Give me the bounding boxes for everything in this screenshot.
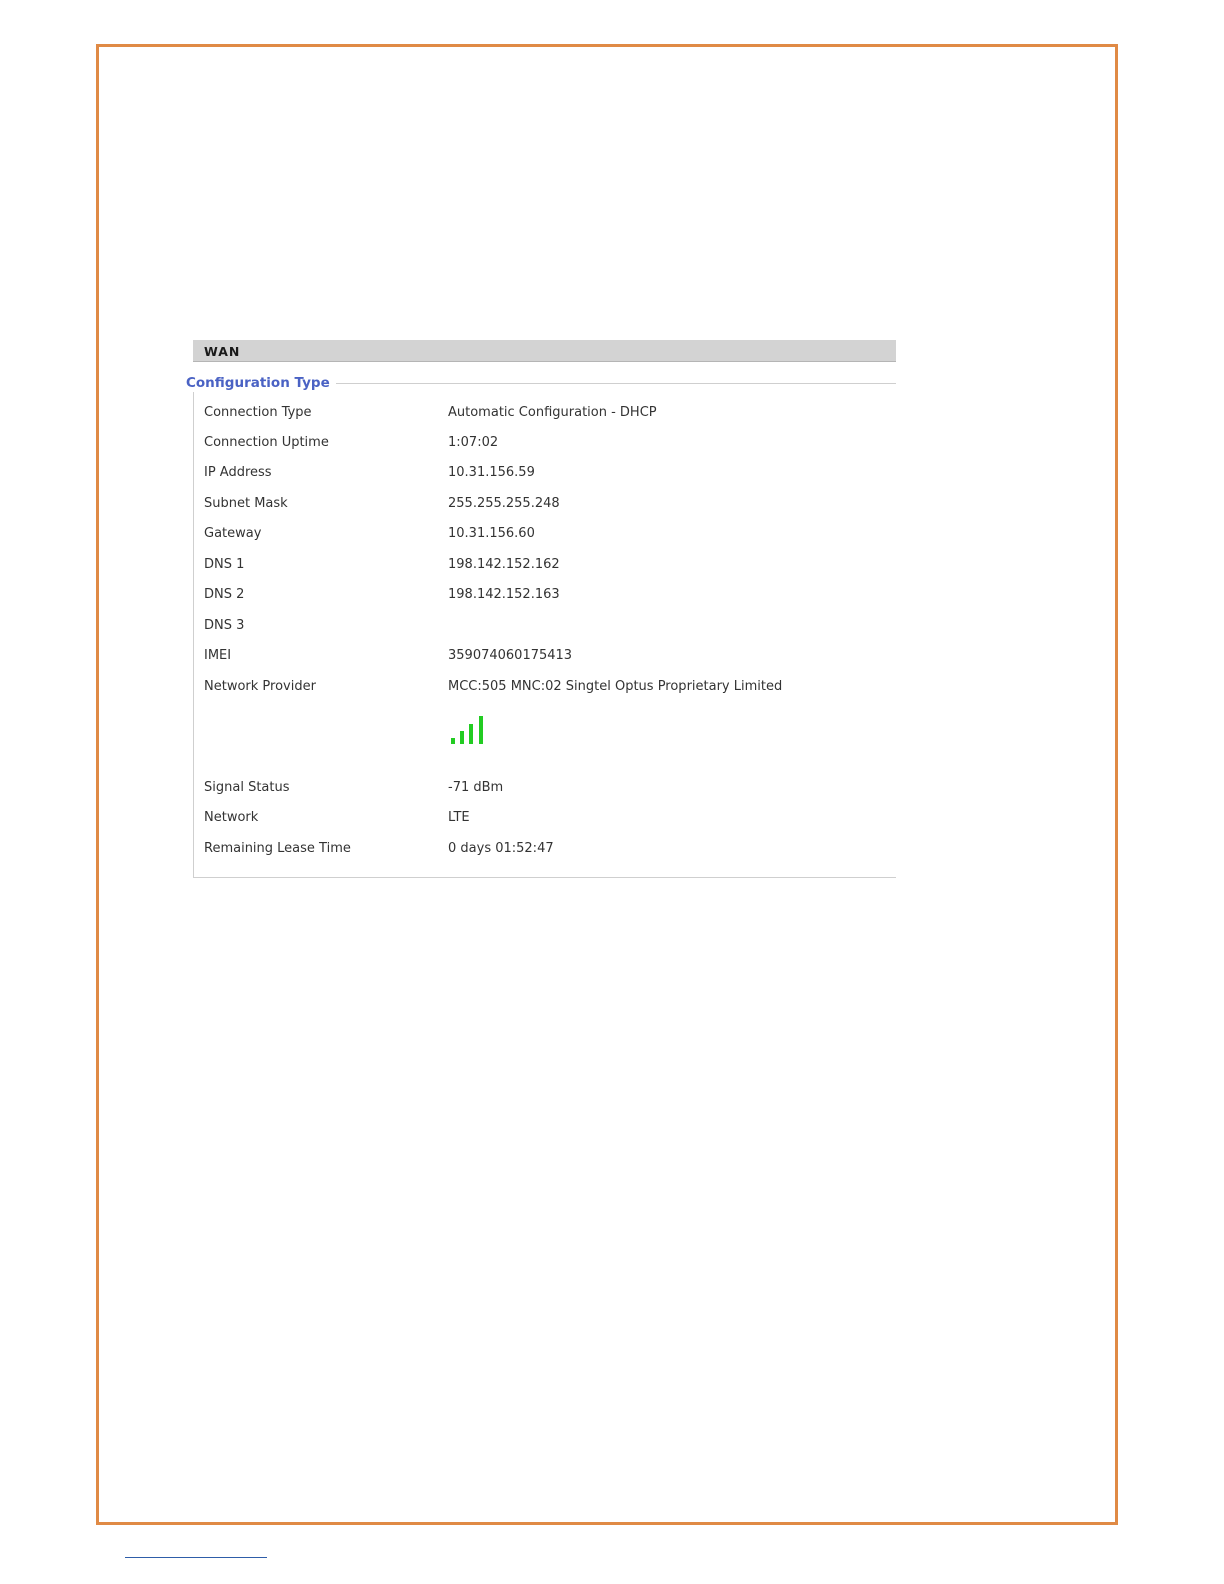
row-value: 359074060175413	[448, 648, 573, 663]
row-ip-address	[204, 465, 884, 485]
row-value: -71 dBm	[448, 780, 504, 795]
wan-section-header	[193, 340, 896, 362]
row-gateway	[204, 526, 884, 546]
legend-divider	[336, 383, 896, 384]
row-label: Network	[204, 810, 259, 825]
row-value: MCC:505 MNC:02 Singtel Optus Proprietary Limited	[448, 679, 783, 694]
row-label: Gateway	[204, 526, 262, 541]
row-value: 198.142.152.163	[448, 587, 560, 602]
signal-bar-4	[479, 716, 483, 744]
row-network	[204, 810, 884, 830]
row-connection-uptime	[204, 435, 884, 455]
row-label: Network Provider	[204, 679, 316, 694]
row-signal-status	[204, 780, 884, 800]
row-remaining-lease-time	[204, 841, 884, 861]
row-value: LTE	[448, 810, 470, 825]
row-value: 198.142.152.162	[448, 557, 560, 572]
row-label: Connection Uptime	[204, 435, 329, 450]
row-label: DNS 1	[204, 557, 245, 572]
signal-bar-1	[451, 738, 455, 744]
footnote-separator	[125, 1557, 267, 1558]
row-label: IMEI	[204, 648, 232, 663]
row-value: Automatic Configuration - DHCP	[448, 405, 657, 420]
row-network-provider	[204, 679, 884, 699]
row-dns-1	[204, 557, 884, 577]
row-value: 10.31.156.59	[448, 465, 535, 480]
row-label: IP Address	[204, 465, 272, 480]
row-imei	[204, 648, 884, 668]
row-label: Remaining Lease Time	[204, 841, 351, 856]
row-label: Subnet Mask	[204, 496, 288, 511]
row-label: DNS 2	[204, 587, 245, 602]
signal-strength-icon	[448, 712, 488, 744]
row-value: 255.255.255.248	[448, 496, 560, 511]
row-dns-3	[204, 618, 884, 638]
row-label: Signal Status	[204, 780, 290, 795]
row-value: 1:07:02	[448, 435, 499, 450]
row-value: 0 days 01:52:47	[448, 841, 554, 856]
row-value: 10.31.156.60	[448, 526, 535, 541]
row-dns-2	[204, 587, 884, 607]
signal-bar-3	[469, 724, 473, 744]
row-label: Connection Type	[204, 405, 312, 420]
row-subnet-mask	[204, 496, 884, 516]
wan-status-panel	[186, 340, 896, 880]
row-connection-type	[204, 405, 884, 425]
wan-section-title: WAN	[204, 344, 241, 359]
signal-bar-2	[460, 731, 464, 744]
configuration-type-legend: Configuration Type	[186, 375, 336, 391]
row-label: DNS 3	[204, 618, 245, 633]
